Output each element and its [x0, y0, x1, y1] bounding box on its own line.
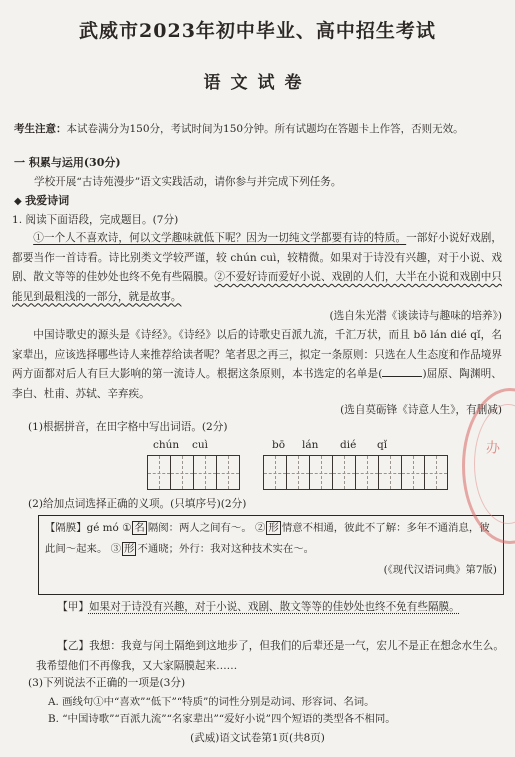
writing-grid-b[interactable]	[263, 455, 447, 490]
sentence-a-label: 【甲】	[57, 601, 89, 613]
grid-cell[interactable]	[355, 455, 379, 490]
grid-cell[interactable]	[424, 455, 448, 490]
section1-title: 一 积累与运用(30分)	[14, 156, 121, 169]
dict-sense-1-num: ①	[122, 522, 132, 534]
sentence-b-text: 我想：我竟与闰土隔绝到这地步了，但我们的后辈还是一气，宏儿不是正在想念水生么。我希望他们不再像我，又大家隔膜起来……	[36, 640, 504, 672]
grid-cell[interactable]	[193, 455, 217, 490]
exam-title: 武威市2023年初中毕业、高中招生考试	[79, 20, 436, 42]
page-footer: (武威)语文试卷第1页(共8页)	[190, 732, 325, 744]
option-b: B. “中国诗歌”“百派九流”“名家辈出”“爱好小说”四个短语的类型各不相同。	[48, 713, 396, 725]
pinyin-chun: chún	[153, 439, 180, 451]
pinyin-die: dié	[340, 439, 357, 451]
dict-source: (《现代汉语词典》第7版)	[383, 564, 497, 576]
paper-title: 语文试卷	[203, 73, 312, 93]
dict-sense-2-num: ②	[255, 522, 266, 534]
grid-cell[interactable]	[147, 455, 171, 490]
dict-sense-1: 隔阂：两人之间有～。	[147, 522, 252, 534]
dict-sense-3: 不通晓；外行：我对这种技术实在～。	[137, 543, 315, 555]
grid-cell[interactable]	[170, 455, 194, 490]
pinyin-lan: lán	[302, 439, 319, 451]
section1-intro: 学校开展“古诗苑漫步”语文实践活动，请你参与并完成下列任务。	[34, 176, 342, 188]
passage-1	[12, 229, 502, 307]
grid-cell[interactable]	[332, 455, 356, 490]
underlined-sentence-1: ①一个人不喜欢诗，何以文学趣味就低下呢？因为一切纯文学都要有诗的特质。	[33, 232, 407, 244]
notice-label: 考生注意：	[14, 123, 67, 135]
pinyin-cui: cuì	[192, 439, 209, 451]
sentence-a	[36, 598, 504, 618]
sub-question-3-stem: (3)下列说法不正确的一项是(3分)	[28, 677, 186, 689]
dict-headword: 【隔膜】	[45, 522, 87, 534]
writing-grid-a[interactable]	[147, 455, 239, 490]
diamond-icon: ◆	[14, 196, 26, 207]
underlined-sentence-2: ②不爱好诗而爱好小说、戏剧的人们，大半在小说和戏剧中只能见到最粗浅的一部分，就是故事。	[12, 271, 503, 303]
task-title	[14, 193, 69, 210]
dict-sense-1-pos: 名	[134, 522, 145, 534]
candidate-notice	[14, 121, 505, 137]
grid-cell[interactable]	[286, 455, 310, 490]
dict-sense-3-num: ③	[110, 543, 122, 555]
grid-cell[interactable]	[401, 455, 425, 490]
pinyin-bo: bō	[272, 439, 286, 451]
dictionary-entry-box	[38, 515, 504, 595]
passage-2-tail: )屈原、陶渊明、李白、杜甫、苏轼、辛弃疾。	[12, 368, 502, 400]
passage-2	[12, 326, 502, 404]
sub-question-1-stem: (1)根据拼音，在田字格中写出词语。(2分)	[28, 421, 228, 433]
dict-pinyin: gé mó	[86, 522, 119, 534]
grid-cell[interactable]	[378, 455, 402, 490]
dict-sense-2-pos: 形	[268, 522, 279, 534]
sentence-a-text: 如果对于诗没有兴趣，对于小说、戏剧、散文等等的佳妙处也终不免有些隔膜。	[88, 601, 460, 613]
dict-sense-3-pos: 形	[124, 543, 135, 555]
passage-2-source: (选自莫砺锋《诗意人生》，有删减)	[340, 404, 502, 416]
grid-cell[interactable]	[263, 455, 287, 490]
sentence-b-label: 【乙】	[57, 640, 90, 652]
sentence-b	[36, 637, 504, 676]
notice-text: 本试卷满分为150分，考试时间为150分钟。所有试题均在答题卡上作答，否则无效。	[66, 123, 464, 135]
answer-blank	[382, 376, 422, 377]
passage-1-middle: 一部好小说好戏剧，都要当作一首诗看。诗比别类文学较严谨，较 chún cuì，较精微。如果对于诗没有兴趣，对于小说、戏剧、散文等等的佳妙处也终不免有些隔膜。	[12, 232, 502, 283]
passage-1-source: (选自朱光潜《谈读诗与趣味的培养》)	[329, 310, 502, 322]
sub-question-2-stem: (2)给加点词选择正确的义项。(只填序号)(2分)	[28, 498, 247, 510]
task-title-text: 我爱诗词	[25, 194, 70, 207]
question-1-stem: 1. 阅读下面语段，完成题目。(7分)	[12, 214, 179, 226]
dict-sense-2: 情意不相通，彼此不了解：多年不通消息，彼此间～起来。	[45, 522, 490, 555]
grid-cell[interactable]	[309, 455, 333, 490]
red-seal-text: 办	[484, 440, 500, 454]
grid-cell[interactable]	[216, 455, 240, 490]
passage-2-text: 中国诗歌史的源头是《诗经》。《诗经》以后的诗歌史百派九流，千汇万状，而且 bō lán dié qǐ，名家辈出，应该选择哪些诗人来推荐给读者呢？笔者思之再三，拟定一条原则：只选在人生态度和作品境界两方面都对后人有巨大影响的第一流诗人。根据这条原则，本书选定的名单是(	[12, 329, 502, 380]
option-a: A. 画线句①中“喜欢”“低下”“特质”的词性分别是动词、形容词、名词。	[48, 696, 375, 708]
pinyin-qi: qǐ	[377, 439, 388, 451]
